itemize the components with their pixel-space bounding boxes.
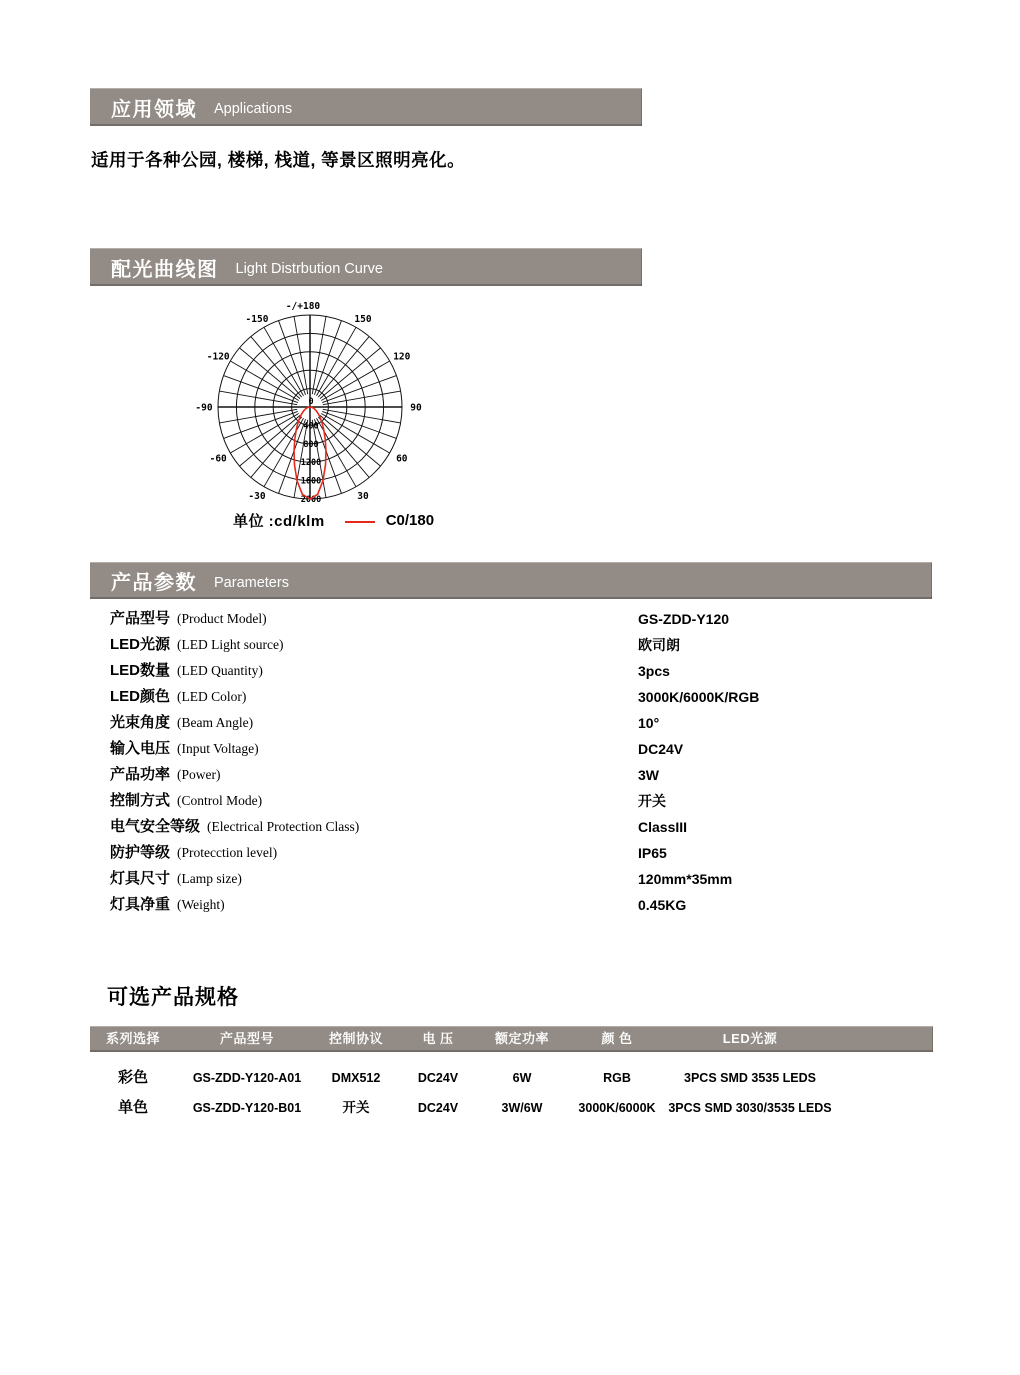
parameter-row — [110, 684, 950, 710]
parameter-value: DC24V — [638, 741, 684, 757]
parameter-value: IP65 — [638, 845, 667, 861]
options-column-header: LED光源 — [722, 1031, 778, 1046]
distribution-title-zh: 配光曲线图 — [111, 258, 219, 281]
options-table-cell: RGB — [603, 1071, 631, 1085]
options-column-header: 电 压 — [422, 1031, 454, 1046]
parameter-row — [110, 866, 950, 892]
section-bar-parameters — [90, 562, 932, 599]
options-table-cell: 彩色 — [117, 1069, 149, 1086]
options-table-rows — [90, 1063, 933, 1123]
options-table-cell: 3000K/6000K — [578, 1101, 656, 1115]
parameter-row — [110, 606, 950, 632]
angle-tick-label: 150 — [354, 314, 372, 326]
parameter-label-en: (Product Model) — [177, 611, 267, 626]
parameter-row — [110, 632, 950, 658]
section-bar-distribution-curve — [90, 248, 642, 286]
options-table-row — [90, 1063, 933, 1093]
light-distribution-chart — [183, 297, 443, 509]
parameter-value: ClassIII — [638, 819, 688, 835]
parameter-label-zh: 产品型号 — [110, 610, 171, 627]
parameter-label-en: (Input Voltage) — [177, 741, 259, 756]
options-table-cell: DMX512 — [331, 1071, 381, 1085]
parameter-row — [110, 788, 950, 814]
parameter-value: 120mm*35mm — [638, 871, 733, 887]
parameter-label-en: (Lamp size) — [177, 871, 242, 886]
options-column-header: 额定功率 — [494, 1031, 550, 1046]
parameter-row — [110, 658, 950, 684]
parameter-value: 欧司朗 — [638, 637, 680, 653]
parameter-label-en: (Beam Angle) — [177, 715, 254, 730]
options-column-header: 产品型号 — [219, 1031, 275, 1046]
parameter-label-zh: 产品功率 — [110, 766, 171, 783]
legend-label-c0-180: C0/180 — [385, 512, 435, 529]
parameter-label-en: (LED Quantity) — [177, 663, 263, 678]
parameter-label-zh: 电气安全等级 — [110, 818, 201, 835]
options-column-header: 颜 色 — [601, 1031, 633, 1046]
radial-tick-label: 800 — [303, 439, 319, 450]
angle-tick-label: -60 — [209, 453, 227, 465]
options-column-header: 控制协议 — [328, 1031, 384, 1046]
angle-tick-label: -90 — [195, 402, 213, 414]
distribution-title-en: Light Distrbution Curve — [235, 261, 383, 277]
options-column-header: 系列选择 — [105, 1031, 161, 1046]
options-table-cell: 开关 — [342, 1100, 370, 1115]
options-table-cell: 3PCS SMD 3535 LEDS — [684, 1071, 816, 1085]
parameter-value: 10° — [638, 715, 660, 731]
options-table-cell: 6W — [512, 1071, 532, 1085]
options-heading: 可选产品规格 — [107, 986, 239, 1009]
radial-tick-label: 1200 — [300, 458, 322, 469]
options-table-cell: 3W/6W — [501, 1101, 543, 1115]
parameter-label-zh: 防护等级 — [110, 844, 171, 861]
options-table-row — [90, 1093, 933, 1123]
radial-tick-label: 2000 — [300, 495, 322, 505]
options-table-cell: DC24V — [417, 1071, 459, 1085]
parameter-value: 3pcs — [638, 663, 670, 679]
options-table-cell: GS-ZDD-Y120-B01 — [192, 1101, 302, 1115]
angle-tick-label: -/+180 — [285, 301, 321, 312]
angle-tick-label: 60 — [396, 453, 408, 465]
radial-tick-label: 1600 — [300, 476, 322, 487]
applications-title-zh: 应用领域 — [111, 98, 197, 121]
options-table-cell: 单色 — [117, 1099, 149, 1116]
parameter-value: 3000K/6000K/RGB — [638, 689, 760, 705]
parameter-value: 0.45KG — [638, 897, 687, 913]
parameter-label-en: (Protecction level) — [177, 845, 278, 860]
parameter-label-zh: 灯具尺寸 — [110, 870, 171, 887]
radial-zero-label: 0 — [308, 397, 314, 407]
options-table-cell: GS-ZDD-Y120-A01 — [192, 1071, 302, 1085]
parameter-label-zh: LED颜色 — [110, 688, 171, 705]
parameter-row — [110, 762, 950, 788]
parameter-label-zh: 光束角度 — [110, 714, 171, 731]
parameter-row — [110, 710, 950, 736]
polar-distribution-svg — [183, 297, 443, 509]
angle-tick-label: 90 — [410, 402, 422, 414]
options-table-header — [90, 1026, 933, 1052]
applications-body-text: 适用于各种公园, 楼梯, 栈道, 等景区照明亮化。 — [91, 150, 466, 170]
angle-tick-label: -150 — [245, 314, 269, 326]
parameter-label-en: (Control Mode) — [177, 793, 263, 808]
section-bar-applications — [90, 88, 642, 126]
parameter-row — [110, 892, 950, 918]
options-table-cell: 3PCS SMD 3030/3535 LEDS — [668, 1101, 832, 1115]
parameter-label-en: (Power) — [177, 767, 221, 782]
radial-tick-label: 400 — [303, 421, 319, 432]
options-table-cell: DC24V — [417, 1101, 459, 1115]
angle-tick-label: -120 — [206, 351, 230, 363]
angle-tick-label: 120 — [393, 351, 411, 363]
parameter-label-en: (LED Light source) — [177, 637, 284, 652]
parameter-row — [110, 814, 950, 840]
chart-legend — [233, 510, 434, 531]
parameter-label-zh: 灯具净重 — [110, 896, 171, 913]
applications-title-en: Applications — [214, 101, 293, 117]
angle-tick-label: 30 — [357, 490, 369, 502]
parameters-title-zh: 产品参数 — [111, 572, 197, 594]
parameter-value: 开关 — [638, 793, 666, 809]
parameters-list — [110, 606, 950, 918]
angle-tick-label: -30 — [248, 490, 266, 502]
parameter-label-zh: LED数量 — [110, 662, 171, 679]
parameter-value: 3W — [638, 767, 659, 783]
parameter-row — [110, 840, 950, 866]
chart-unit-label: 单位 :cd/klm — [233, 513, 325, 530]
parameters-title-en: Parameters — [214, 574, 289, 591]
parameter-label-en: (Electrical Protection Class) — [207, 819, 360, 834]
parameter-label-en: (Weight) — [177, 897, 225, 912]
legend-line-c0-180 — [345, 521, 375, 523]
parameter-label-en: (LED Color) — [177, 689, 247, 704]
parameter-value: GS-ZDD-Y120 — [638, 611, 730, 627]
parameter-label-zh: LED光源 — [110, 636, 171, 653]
parameter-label-zh: 输入电压 — [110, 740, 171, 757]
parameter-label-zh: 控制方式 — [110, 792, 171, 809]
parameter-row — [110, 736, 950, 762]
